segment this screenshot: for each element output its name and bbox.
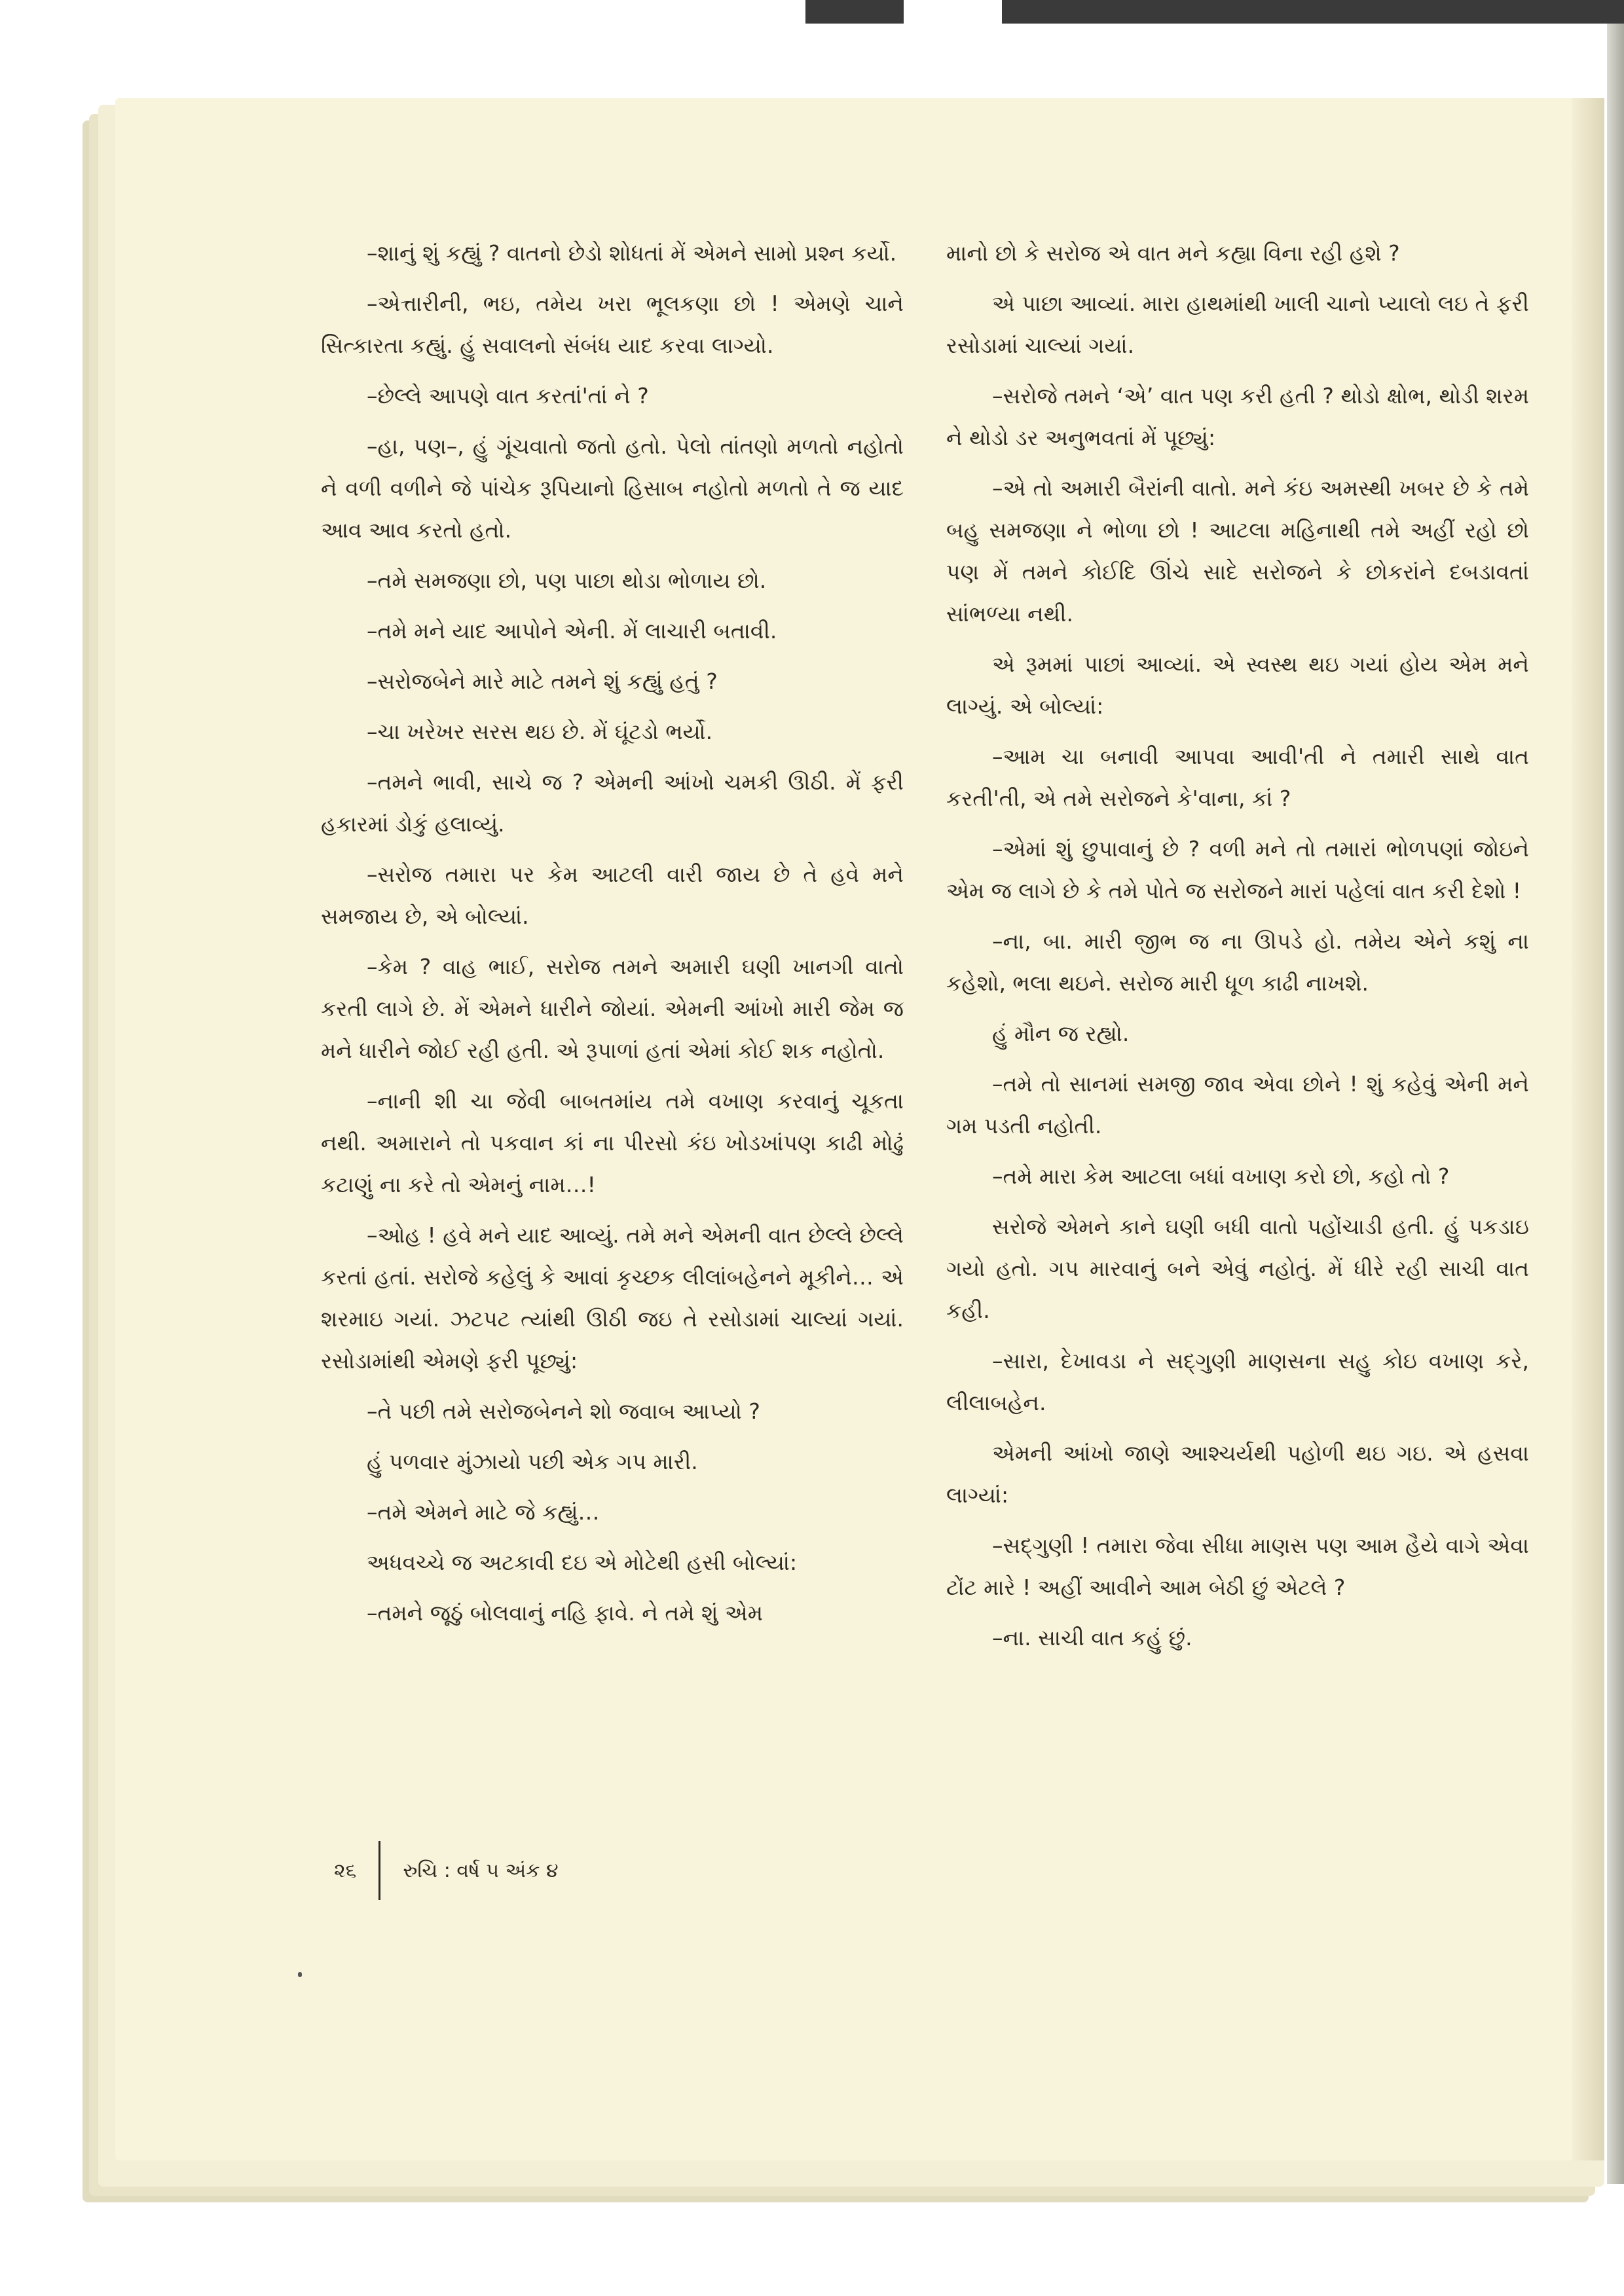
journal-issue: રુચિ : વર્ષ ૫ અંક ૪ <box>403 1859 559 1882</box>
page-binding-edge <box>1572 98 1604 2160</box>
paragraph: –શાનું શું કહ્યું ? વાતનો છેડો શોધતાં મેં એમને સામો પ્રશ્ન કર્યો. <box>367 240 897 266</box>
paragraph: –સરોજે તમને ‘એ’ વાત પણ કરી હતી ? થોડો ક્ષોભ, થોડી શરમ ને થોડો ડર અનુભવતાં મેં પૂછ્યું: <box>946 383 1529 450</box>
paragraph: હું મૌન જ રહ્યો. <box>992 1021 1130 1046</box>
paragraph: –ના. સાચી વાત કહું છું. <box>992 1625 1192 1650</box>
paragraph: હું પળવાર મુંઝાયો પછી એક ગપ મારી. <box>367 1449 698 1474</box>
paragraph: –નાની શી ચા જેવી બાબતમાંય તમે વખાણ કરવાનું ચૂકતા નથી. અમારાને તો પકવાન કાં ના પીરસો કંઇ ખોડખાંપણ કાઢી મોઢું કટાણું ના કરે તો એમનું નામ…! <box>321 1088 904 1197</box>
paragraph: માનો છો કે સરોજ એ વાત મને કહ્યા વિના રહી હશે ? <box>946 240 1400 266</box>
paragraph: અધવચ્ચે જ અટકાવી દઇ એ મોટેથી હસી બોલ્યાં: <box>367 1550 798 1575</box>
paragraph: –ના, બા. મારી જીભ જ ના ઊપડે હો. તમેય એને કશું ના કહેશો, ભલા થઇને. સરોજ મારી ધૂળ કાઢી નાખશે. <box>946 928 1529 996</box>
paragraph: –સરોજબેને મારે માટે તમને શું કહ્યું હતું ? <box>367 668 718 694</box>
paragraph: –તમે મને યાદ આપોને એની. મેં લાચારી બતાવી. <box>367 618 777 644</box>
paragraph: –ચા ખરેખર સરસ થઇ છે. મેં ઘૂંટડો ભર્યો. <box>367 719 713 744</box>
paragraph: –એમાં શું છુપાવાનું છે ? વળી મને તો તમારાં ભોળપણાં જોઇને એમ જ લાગે છે કે તમે પોતે જ સરોજને મારાં પહેલાં વાત કરી દેશો ! <box>946 836 1529 903</box>
paragraph: –તમને ભાવી, સાચે જ ? એમની આંખો ચમકી ઊઠી. મેં ફરી હકારમાં ડોકું હલાવ્યું. <box>321 769 904 837</box>
paragraph: –તે પછી તમે સરોજબેનને શો જવાબ આપ્યો ? <box>367 1398 760 1424</box>
paragraph: –હા, પણ–, હું ગૂંચવાતો જતો હતો. પેલો તાંતણો મળતો નહોતો ને વળી વળીને જે પાંચેક રૂપિયાનો હિસાબ નહોતો મળતો તે જ યાદ આવ આવ કરતો હતો. <box>321 433 904 543</box>
paragraph: એ પાછા આવ્યાં. મારા હાથમાંથી ખાલી ચાનો પ્યાલો લઇ તે ફરી રસોડામાં ચાલ્યાં ગયાં. <box>946 291 1529 358</box>
paragraph: સરોજે એમને કાને ઘણી બધી વાતો પહોંચાડી હતી. હું પકડાઇ ગયો હતો. ગપ મારવાનું બને એવું નહોતું. મેં ધીરે રહી સાચી વાત કહી. <box>946 1214 1529 1323</box>
page-number: ૨૬ <box>334 1859 357 1882</box>
paragraph: –એ તો અમારી બૈરાંની વાતો. મને કંઇ અમસ્થી ખબર છે કે તમે બહુ સમજણા ને ભોળા છો ! આટલા મહિનાથી તમે અહીં રહો છો પણ મેં તમને કોઈદિ ઊંચે સાદે સરોજને કે છોકરાંને દબડાવતાં સાંભળ્યા નથી. <box>946 475 1529 627</box>
scan-border-strip <box>805 0 904 24</box>
left-text-column <box>321 232 904 1643</box>
page-footer <box>334 1848 559 1893</box>
paragraph: –તમે સમજણા છો, પણ પાછા થોડા ભોળાય છો. <box>367 568 767 593</box>
paragraph: –તમે તો સાનમાં સમજી જાવ એવા છોને ! શું કહેવું એની મને ગમ પડતી નહોતી. <box>946 1071 1529 1139</box>
footer-divider <box>378 1841 380 1900</box>
paragraph: –તમે એમને માટે જે કહ્યું… <box>367 1499 600 1525</box>
paragraph: –આમ ચા બનાવી આપવા આવી'તી ને તમારી સાથે વાત કરતી'તી, એ તમે સરોજને કે'વાના, કાં ? <box>946 744 1529 811</box>
scan-border-strip <box>1002 0 1624 24</box>
paragraph: –તમે મારા કેમ આટલા બધાં વખાણ કરો છો, કહો તો ? <box>992 1163 1450 1189</box>
paragraph: એ રૂમમાં પાછાં આવ્યાં. એ સ્વસ્થ થઇ ગયાં હોય એમ મને લાગ્યું. એ બોલ્યાં: <box>946 651 1529 719</box>
paragraph: –તમને જૂઠું બોલવાનું નહિ ફાવે. ને તમે શું એમ <box>367 1600 764 1626</box>
scanner-edge <box>1607 24 1624 2184</box>
paragraph: –સદ્‌ગુણી ! તમારા જેવા સીધા માણસ પણ આમ હૈયે વાગે એવા ટોંટ મારે ! અહીં આવીને આમ બેઠી છું એટલે ? <box>946 1533 1529 1600</box>
paragraph: –એત્તારીની, ભઇ, તમેય ખરા ભૂલકણા છો ! એમણે ચાને સિત્કારતા કહ્યું. હું સવાલનો સંબંધ યાદ કરવા લાગ્યો. <box>321 291 904 358</box>
paragraph: –કેમ ? વાહ ભાઈ, સરોજ તમને અમારી ઘણી ખાનગી વાતો કરતી લાગે છે. મેં એમને ધારીને જોયાં. એમની આંખો મારી જેમ જ મને ધારીને જોઈ રહી હતી. એ રૂપાળાં હતાં એમાં કોઈ શક નહોતો. <box>321 954 904 1063</box>
paragraph: એમની આંખો જાણે આશ્ચર્યથી પહોળી થઇ ગઇ. એ હસવા લાગ્યાં: <box>946 1440 1529 1508</box>
paragraph: –સારા, દેખાવડા ને સદ્‌ગુણી માણસના સહુ કોઇ વખાણ કરે, લીલાબહેન. <box>946 1348 1529 1415</box>
paragraph: –છેલ્લે આપણે વાત કરતાં'તાં ને ? <box>367 383 649 409</box>
scan-speck <box>298 1972 302 1977</box>
paragraph: –ઓહ ! હવે મને યાદ આવ્યું. તમે મને એમની વાત છેલ્લે છેલ્લે કરતાં હતાં. સરોજે કહેલું કે આવાં કૃચ્છક લીલાંબહેનને મૂકીને… એ શરમાઇ ગયાં. ઝટપટ ત્યાંથી ઊઠી જઇ તે રસોડામાં ચાલ્યાં ગયાં. રસોડામાંથી એમણે ફરી પૂછ્યું: <box>321 1222 904 1374</box>
paragraph: –સરોજ તમારા પર કેમ આટલી વારી જાય છે તે હવે મને સમજાય છે, એ બોલ્યાં. <box>321 862 904 929</box>
right-text-column <box>946 232 1529 1667</box>
